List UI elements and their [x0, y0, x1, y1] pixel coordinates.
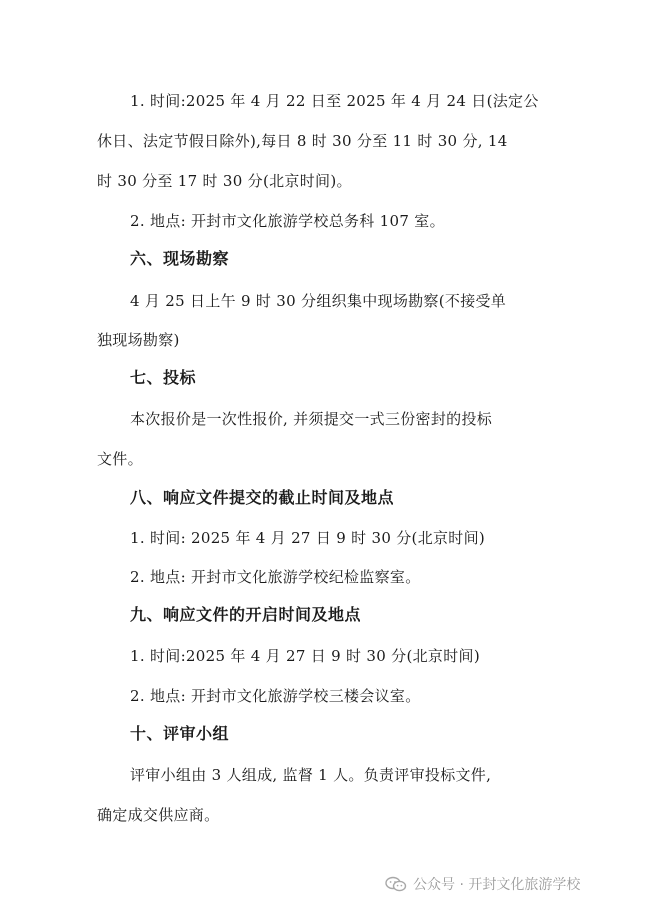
- section-heading-8: 八、响应文件提交的截止时间及地点: [130, 488, 395, 507]
- watermark-text: 公众号 · 开封文化旅游学校: [413, 877, 581, 893]
- text-line: 1. 时间:2025 年 4 月 27 日 9 时 30 分(北京时间): [130, 647, 480, 665]
- text-line: 确定成交供应商。: [97, 806, 220, 824]
- text-line: 休日、法定节假日除外),每日 8 时 30 分至 11 时 30 分, 14: [97, 132, 508, 150]
- text-line: 1. 时间: 2025 年 4 月 27 日 9 时 30 分(北京时间): [130, 529, 486, 547]
- text-line: 4 月 25 日上午 9 时 30 分组织集中现场勘察(不接受单: [130, 292, 507, 310]
- watermark: [385, 873, 580, 895]
- text-line: 文件。: [97, 450, 143, 468]
- section-heading-6: 六、现场勘察: [130, 249, 230, 268]
- section-heading-9: 九、响应文件的开启时间及地点: [130, 605, 362, 624]
- text-line: 本次报价是一次性报价, 并须提交一式三份密封的投标: [130, 410, 493, 428]
- section-heading-10: 十、评审小组: [130, 724, 230, 743]
- text-line: 2. 地点: 开封市文化旅游学校纪检监察室。: [130, 568, 421, 586]
- text-line: 评审小组由 3 人组成, 监督 1 人。负责评审投标文件,: [130, 766, 492, 784]
- text-line: 时 30 分至 17 时 30 分(北京时间)。: [97, 172, 352, 190]
- text-line: 1. 时间:2025 年 4 月 22 日至 2025 年 4 月 24 日(法定公: [130, 92, 539, 110]
- text-line: 2. 地点: 开封市文化旅游学校三楼会议室。: [130, 687, 421, 705]
- section-heading-7: 七、投标: [130, 368, 197, 387]
- text-line: 2. 地点: 开封市文化旅游学校总务科 107 室。: [130, 212, 445, 230]
- wechat-icon: [385, 876, 407, 892]
- text-line: 独现场勘察): [97, 331, 180, 349]
